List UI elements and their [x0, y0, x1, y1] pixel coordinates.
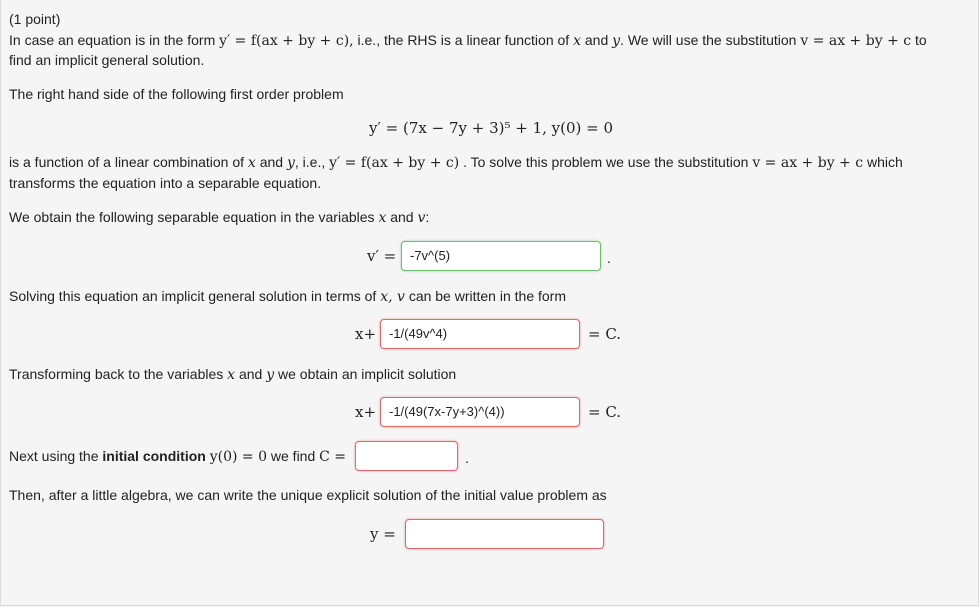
implicit-v-answer-input[interactable]: -1/(49v^4)	[380, 319, 580, 349]
implicit-xy-answer-input[interactable]: -1/(49(7x-7y+3)^(4))	[380, 397, 580, 427]
explain-line-1: is a function of a linear combination of x and y, i.e., y′ = f(ax + by + c) . To solve this problem we use the substitution v = ax + by + c which	[9, 154, 903, 171]
implicit-xy-rhs: = C.	[588, 403, 622, 421]
implicit-v-rhs: = C.	[588, 325, 622, 343]
initial-period: .	[465, 450, 469, 466]
explicit-lead: Then, after a little algebra, we can write the unique explicit solution of the initial value problem as	[9, 487, 607, 503]
separable-lhs: v′ =	[367, 247, 397, 265]
initial-c-answer-input[interactable]	[355, 441, 458, 471]
problem-lead: The right hand side of the following first order problem	[9, 86, 344, 102]
points-label: (1 point)	[9, 11, 61, 27]
implicit-v-lhs: x+	[355, 325, 377, 343]
intro-line-1: In case an equation is in the form y′ = f(ax + by + c), i.e., the RHS is a linear function of x and y. We will use the substitution v = ax + by + c to	[9, 32, 927, 49]
explicit-answer-input[interactable]	[405, 519, 604, 549]
explain-line-2: transforms the equation into a separable equation.	[9, 175, 322, 191]
implicit-xy-lhs: x+	[355, 403, 377, 421]
initial-lead: Next using the initial condition y(0) = 0 we find C =	[9, 448, 347, 465]
problem-equation: y′ = (7x − 7y + 3)⁵ + 1, y(0) = 0	[369, 119, 614, 137]
separable-answer-input[interactable]: -7v^(5)	[401, 241, 601, 271]
intro-line-2: find an implicit general solution.	[9, 52, 205, 68]
explicit-lhs: y =	[370, 525, 396, 543]
implicit-v-lead: Solving this equation an implicit general solution in terms of x, v can be written in the form	[9, 288, 566, 305]
implicit-xy-lead: Transforming back to the variables x and y we obtain an implicit solution	[9, 366, 457, 383]
separable-period: .	[607, 250, 611, 266]
separable-lead: We obtain the following separable equation in the variables x and v:	[9, 209, 430, 226]
